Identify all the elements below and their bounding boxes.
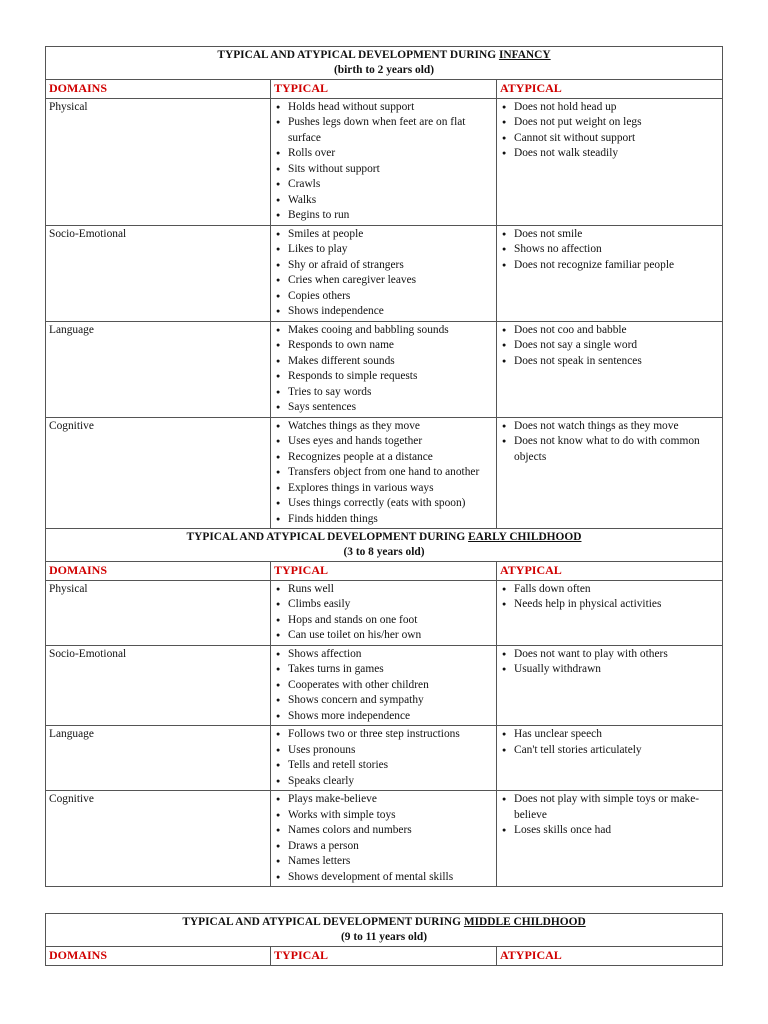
domains-header: DOMAINS	[46, 947, 271, 966]
list-item: ● Shows affection	[274, 647, 493, 663]
list-item: ● Does not coo and babble	[500, 323, 719, 339]
domain-label: Cognitive	[46, 417, 271, 529]
list-item: ● Does not speak in sentences	[500, 354, 719, 370]
title-stage: MIDDLE CHILDHOOD	[463, 916, 586, 928]
list-item: ● Speaks clearly	[274, 774, 493, 790]
list-item: ● Names colors and numbers	[274, 823, 493, 839]
typical-cell	[271, 321, 497, 417]
list-item: ● Can use toilet on his/her own	[274, 628, 493, 644]
domain-label: Physical	[46, 580, 271, 645]
atypical-cell	[497, 791, 723, 887]
atypical-cell-list	[500, 227, 719, 274]
list-item: ● Does not walk steadily	[500, 146, 719, 162]
section-title	[46, 47, 723, 80]
list-item: ● Does not recognize familiar people	[500, 258, 719, 274]
title-prefix: TYPICAL AND ATYPICAL DEVELOPMENT DURING	[217, 49, 497, 61]
domains-header: DOMAINS	[46, 80, 271, 99]
domain-label: Language	[46, 726, 271, 791]
list-item: ● Follows two or three step instructions	[274, 727, 493, 743]
list-item: ● Does not know what to do with common objects	[500, 434, 719, 465]
list-item: ● Works with simple toys	[274, 808, 493, 824]
section-title	[46, 914, 723, 947]
list-item: ● Can't tell stories articulately	[500, 743, 719, 759]
domain-row	[46, 321, 723, 417]
list-item: ● Shows concern and sympathy	[274, 693, 493, 709]
section-subtitle: (birth to 2 years old)	[334, 64, 434, 76]
domain-row	[46, 98, 723, 225]
infancy-early-childhood-table	[45, 46, 723, 887]
list-item: ● Copies others	[274, 289, 493, 305]
middle-childhood-table	[45, 913, 723, 966]
list-item: ● Explores things in various ways	[274, 481, 493, 497]
list-item: ● Falls down often	[500, 582, 719, 598]
atypical-cell	[497, 645, 723, 726]
list-item: ● Pushes legs down when feet are on flat surface	[274, 115, 493, 146]
list-item: ● Has unclear speech	[500, 727, 719, 743]
list-item: ● Does not watch things as they move	[500, 419, 719, 435]
domain-label: Cognitive	[46, 791, 271, 887]
list-item: ● Makes cooing and babbling sounds	[274, 323, 493, 339]
section-title-row	[46, 914, 723, 947]
list-item: ● Says sentences	[274, 400, 493, 416]
typical-cell-list	[274, 100, 493, 224]
list-item: ● Shows development of mental skills	[274, 870, 493, 886]
atypical-cell	[497, 321, 723, 417]
list-item: ● Smiles at people	[274, 227, 493, 243]
atypical-cell-list	[500, 100, 719, 162]
typical-cell	[271, 417, 497, 529]
typical-cell	[271, 98, 497, 225]
atypical-header: ATYPICAL	[497, 80, 723, 99]
title-prefix: TYPICAL AND ATYPICAL DEVELOPMENT DURING	[186, 531, 466, 543]
domain-label: Language	[46, 321, 271, 417]
domain-row	[46, 580, 723, 645]
atypical-header: ATYPICAL	[497, 562, 723, 581]
atypical-cell-list	[500, 647, 719, 678]
list-item: ● Takes turns in games	[274, 662, 493, 678]
list-item: ● Responds to own name	[274, 338, 493, 354]
list-item: ● Cooperates with other children	[274, 678, 493, 694]
list-item: ● Plays make-believe	[274, 792, 493, 808]
list-item: ● Tells and retell stories	[274, 758, 493, 774]
list-item: ● Begins to run	[274, 208, 493, 224]
list-item: ● Draws a person	[274, 839, 493, 855]
atypical-cell-list	[500, 727, 719, 758]
list-item: ● Climbs easily	[274, 597, 493, 613]
list-item: ● Shows no affection	[500, 242, 719, 258]
list-item: ● Needs help in physical activities	[500, 597, 719, 613]
list-item: ● Transfers object from one hand to another	[274, 465, 493, 481]
atypical-cell-list	[500, 792, 719, 839]
list-item: ● Responds to simple requests	[274, 369, 493, 385]
typical-cell	[271, 225, 497, 321]
list-item: ● Tries to say words	[274, 385, 493, 401]
list-item: ● Does not want to play with others	[500, 647, 719, 663]
list-item: ● Names letters	[274, 854, 493, 870]
list-item: ● Sits without support	[274, 162, 493, 178]
typical-cell	[271, 580, 497, 645]
list-item: ● Walks	[274, 193, 493, 209]
list-item: ● Shows independence	[274, 304, 493, 320]
domain-row	[46, 225, 723, 321]
typical-cell	[271, 645, 497, 726]
domain-row	[46, 417, 723, 529]
typical-cell-list	[274, 582, 493, 644]
list-item: ● Rolls over	[274, 146, 493, 162]
domain-row	[46, 726, 723, 791]
section-title	[46, 529, 723, 562]
typical-cell-list	[274, 227, 493, 320]
list-item: ● Hops and stands on one foot	[274, 613, 493, 629]
atypical-cell	[497, 726, 723, 791]
list-item: ● Watches things as they move	[274, 419, 493, 435]
section-title-row	[46, 47, 723, 80]
typical-header: TYPICAL	[271, 80, 497, 99]
list-item: ● Crawls	[274, 177, 493, 193]
list-item: ● Likes to play	[274, 242, 493, 258]
list-item: ● Loses skills once had	[500, 823, 719, 839]
list-item: ● Usually withdrawn	[500, 662, 719, 678]
list-item: ● Makes different sounds	[274, 354, 493, 370]
section-subtitle: (3 to 8 years old)	[343, 546, 425, 558]
typical-header: TYPICAL	[271, 947, 497, 966]
atypical-cell	[497, 580, 723, 645]
typical-cell-list	[274, 792, 493, 885]
section-title-row	[46, 529, 723, 562]
typical-cell-list	[274, 647, 493, 725]
domain-label: Socio-Emotional	[46, 645, 271, 726]
list-item: ● Shows more independence	[274, 709, 493, 725]
list-item: ● Finds hidden things	[274, 512, 493, 528]
atypical-cell-list	[500, 419, 719, 466]
list-item: ● Does not put weight on legs	[500, 115, 719, 131]
list-item: ● Holds head without support	[274, 100, 493, 116]
title-stage: INFANCY	[498, 49, 551, 61]
list-item: ● Cannot sit without support	[500, 131, 719, 147]
typical-header: TYPICAL	[271, 562, 497, 581]
domains-header: DOMAINS	[46, 562, 271, 581]
list-item: ● Does not hold head up	[500, 100, 719, 116]
column-header-row	[46, 562, 723, 581]
list-item: ● Cries when caregiver leaves	[274, 273, 493, 289]
atypical-header: ATYPICAL	[497, 947, 723, 966]
list-item: ● Shy or afraid of strangers	[274, 258, 493, 274]
atypical-cell	[497, 225, 723, 321]
list-item: ● Does not say a single word	[500, 338, 719, 354]
list-item: ● Uses pronouns	[274, 743, 493, 759]
list-item: ● Uses eyes and hands together	[274, 434, 493, 450]
domain-label: Socio-Emotional	[46, 225, 271, 321]
title-prefix: TYPICAL AND ATYPICAL DEVELOPMENT DURING	[182, 916, 462, 928]
domain-row	[46, 645, 723, 726]
list-item: ● Recognizes people at a distance	[274, 450, 493, 466]
atypical-cell-list	[500, 582, 719, 613]
list-item: ● Does not smile	[500, 227, 719, 243]
atypical-cell	[497, 98, 723, 225]
domain-label: Physical	[46, 98, 271, 225]
atypical-cell-list	[500, 323, 719, 370]
domain-row	[46, 791, 723, 887]
typical-cell-list	[274, 419, 493, 528]
typical-cell-list	[274, 323, 493, 416]
list-item: ● Uses things correctly (eats with spoon)	[274, 496, 493, 512]
list-item: ● Does not play with simple toys or make-believe	[500, 792, 719, 823]
column-header-row	[46, 80, 723, 99]
atypical-cell	[497, 417, 723, 529]
typical-cell	[271, 791, 497, 887]
column-header-row	[46, 947, 723, 966]
list-item: ● Runs well	[274, 582, 493, 598]
title-stage: EARLY CHILDHOOD	[468, 531, 582, 543]
typical-cell	[271, 726, 497, 791]
typical-cell-list	[274, 727, 493, 789]
section-subtitle: (9 to 11 years old)	[340, 931, 428, 943]
